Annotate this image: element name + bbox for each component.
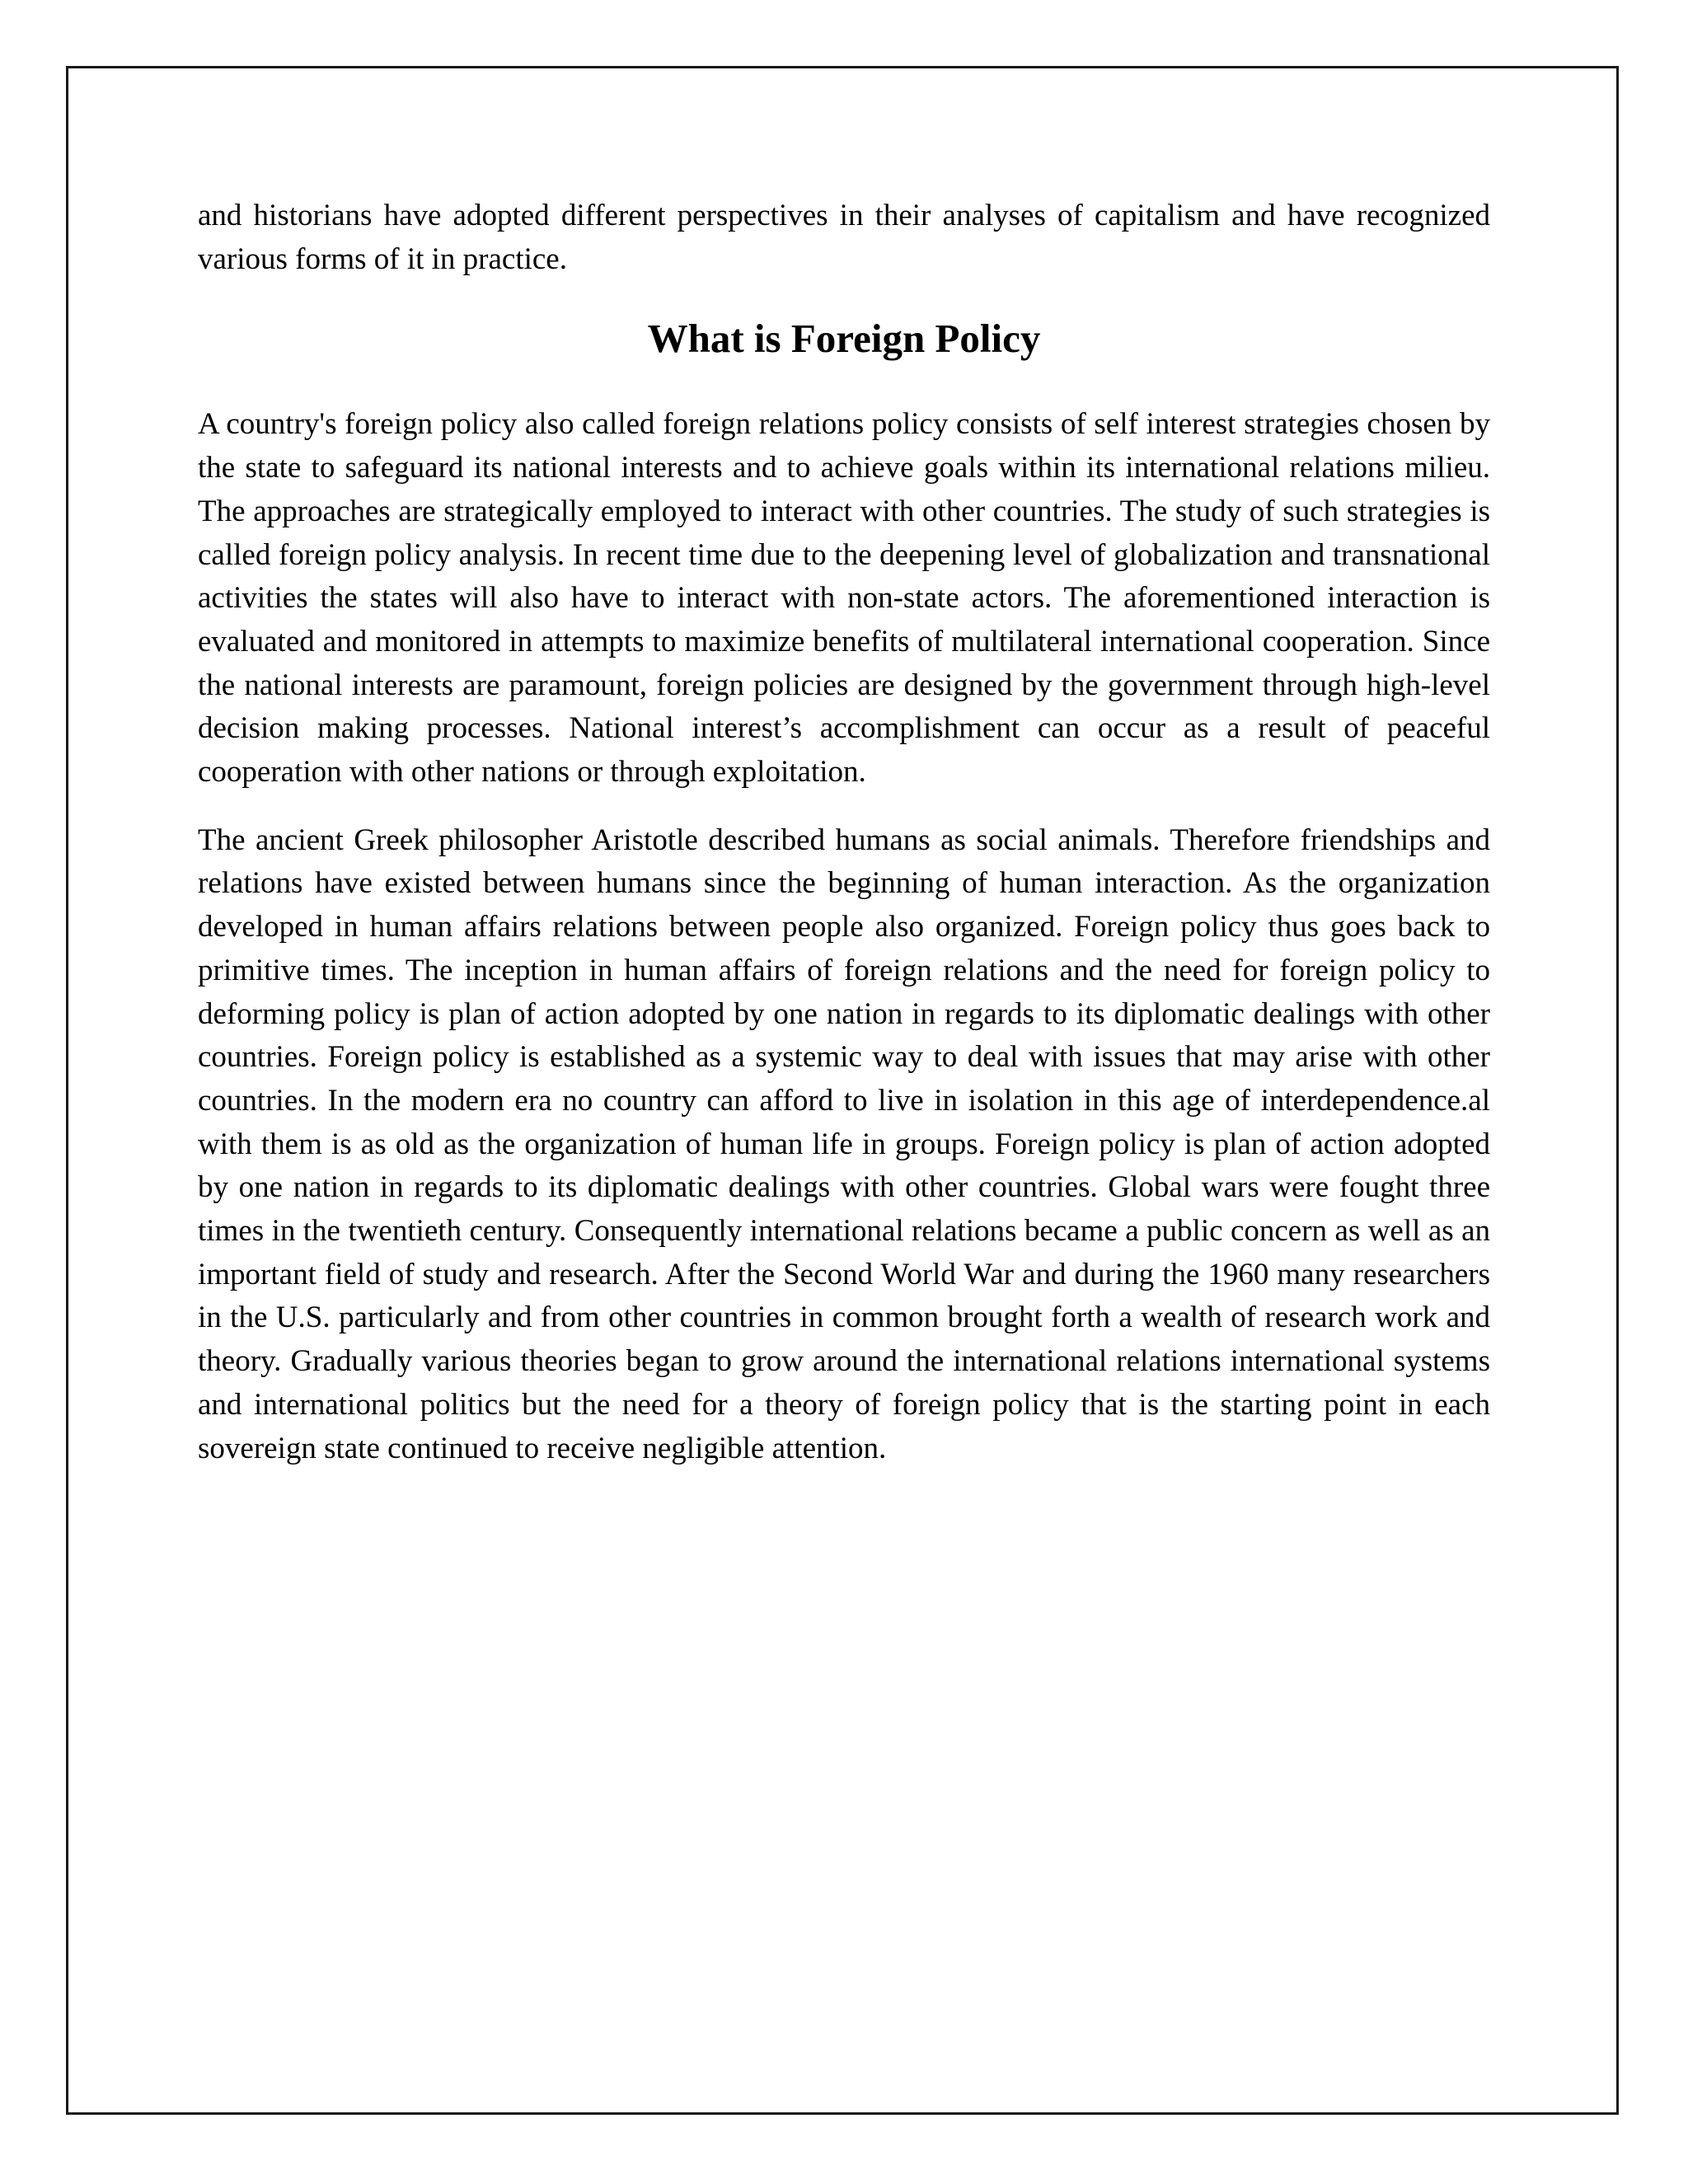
paragraph-foreign-policy-definition: A country's foreign policy also called foreign relations policy consists of self interest strategies chosen by the state to safeguard its national interests and to achieve goals within its international relations milieu. The approaches are strategically employed to interact with other countries. The study of such strategies is called foreign policy analysis. In recent time due to the deepening level of globalization and transnational activities the states will also have to interact with non-state actors. The aforementioned interaction is evaluated and monitored in attempts to maximize benefits of multilateral international cooperation. Since the national interests are paramount, foreign policies are designed by the government through high-level decision making processes. National interest’s accomplishment can occur as a result of peaceful cooperation with other nations or through exploitation. — [198, 407, 1490, 790]
document-body — [198, 194, 1490, 1470]
section-heading: What is Foreign Policy — [647, 316, 1041, 362]
paragraph-foreign-policy-history: The ancient Greek philosopher Aristotle described humans as social animals. Therefore friendships and relations have existed between humans since the beginning of human interaction. As the organization developed in human affairs relations between people also organized. Foreign policy thus goes back to primitive times. The inception in human affairs of foreign relations and the need for foreign policy to deforming policy is plan of action adopted by one nation in regards to its diplomatic dealings with other countries. Foreign policy is established as a systemic way to deal with issues that may arise with other countries. In the modern era no country can afford to live in isolation in this age of interdependence.al with them is as old as the organization of human life in groups. Foreign policy is plan of action adopted by one nation in regards to its diplomatic dealings with other countries. Global wars were fought three times in the twentieth century. Consequently international relations became a public concern as well as an important field of study and research. After the Second World War and during the 1960 many researchers in the U.S. particularly and from other countries in common brought forth a wealth of research work and theory. Gradually various theories began to grow around the international relations international systems and international politics but the need for a theory of foreign policy that is the starting point in each sovereign state continued to receive negligible attention. — [198, 823, 1490, 1465]
intro-paragraph: and historians have adopted different perspectives in their analyses of capitalism and have recognized various forms of it in practice. — [198, 199, 1490, 276]
